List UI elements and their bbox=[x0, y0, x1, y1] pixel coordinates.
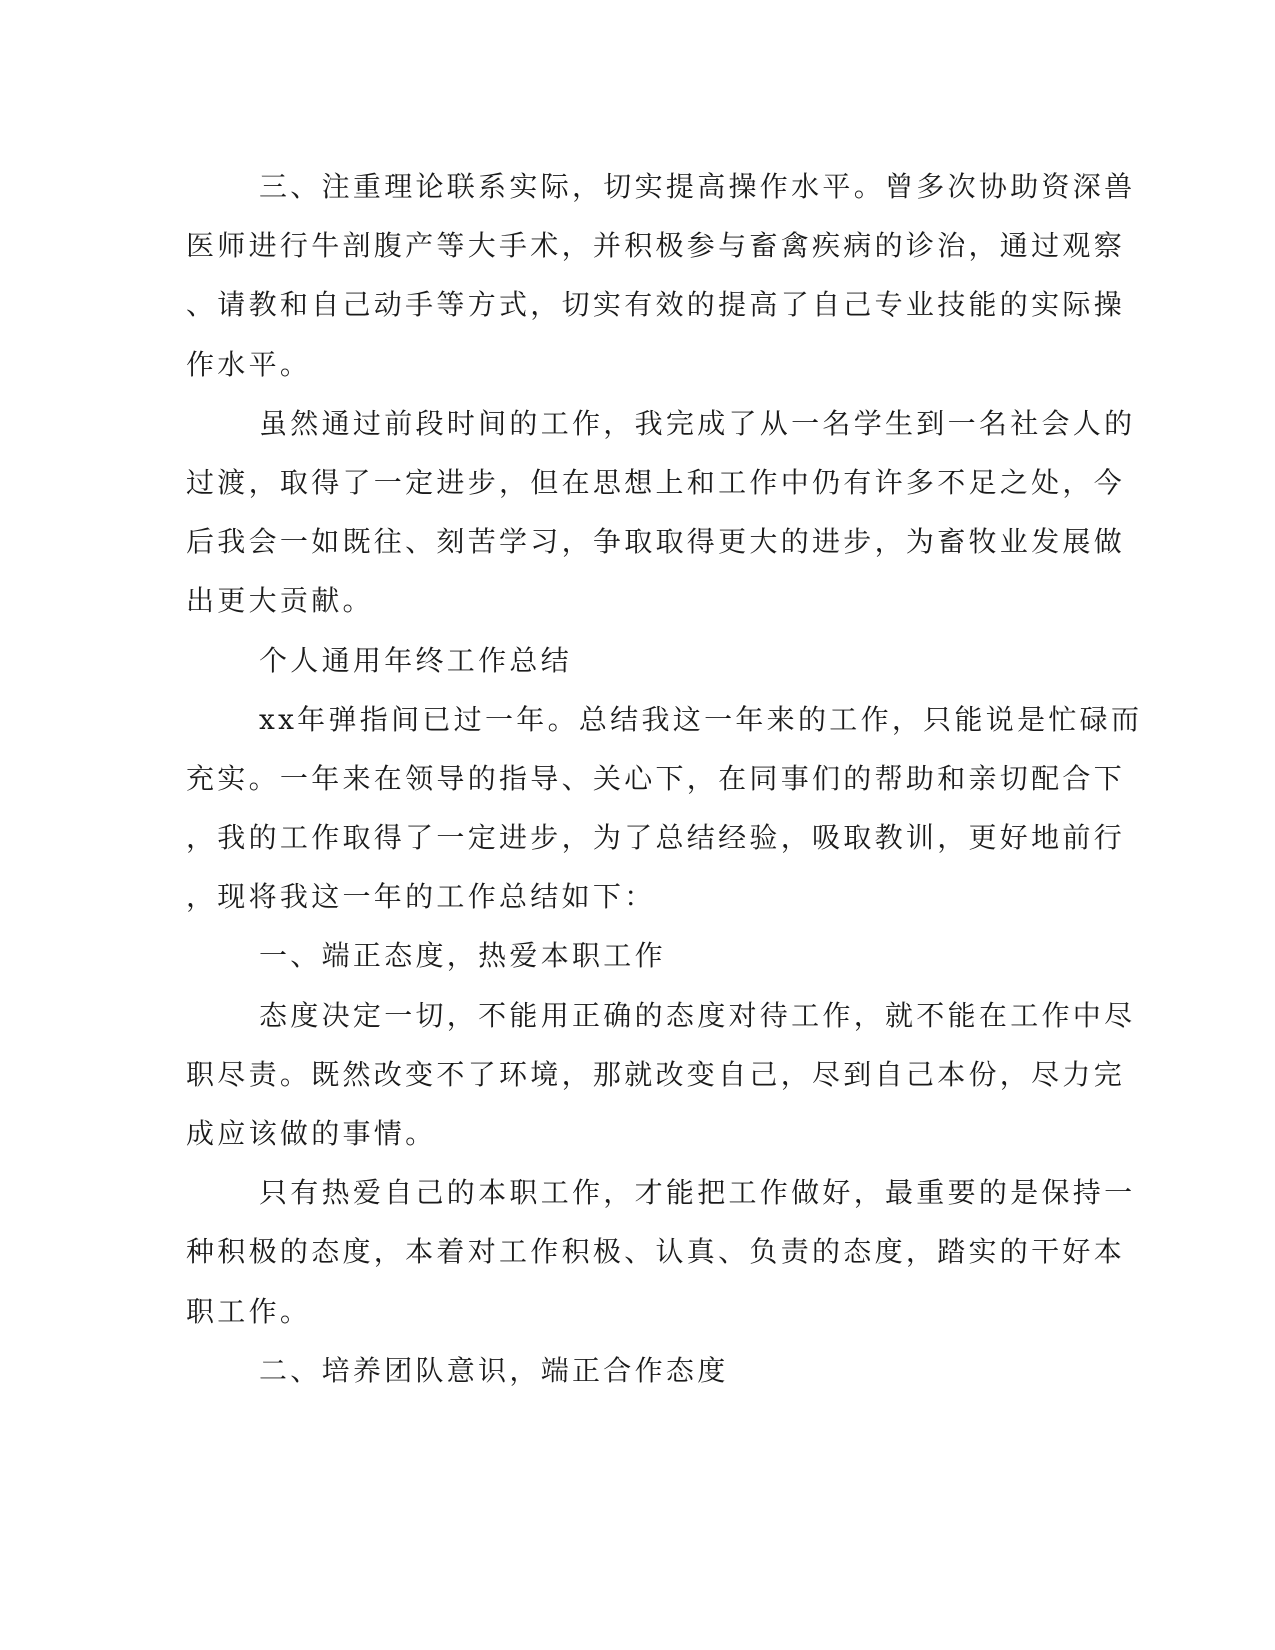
subsection-heading: 一、端正态度，热爱本职工作 bbox=[259, 939, 666, 973]
text-line: ，我的工作取得了一定进步，为了总结经验，吸取教训，更好地前行 bbox=[186, 821, 1126, 855]
text-line: 职尽责。既然改变不了环境，那就改变自己，尽到自己本份，尽力完 bbox=[186, 1057, 1126, 1091]
text-line: 过渡，取得了一定进步，但在思想上和工作中仍有许多不足之处，今 bbox=[186, 465, 1126, 499]
text-line: 只有热爱自己的本职工作，才能把工作做好，最重要的是保持一 bbox=[259, 1176, 1136, 1210]
text-line: 作水平。 bbox=[186, 347, 312, 381]
text-line: 后我会一如既往、刻苦学习，争取取得更大的进步，为畜牧业发展做 bbox=[186, 525, 1126, 559]
text-line: 成应该做的事情。 bbox=[186, 1117, 437, 1150]
text-line: 医师进行牛剖腹产等大手术，并积极参与畜禽疾病的诊治，通过观察 bbox=[186, 229, 1126, 263]
section-heading: 个人通用年终工作总结 bbox=[259, 643, 573, 677]
text-line: 虽然通过前段时间的工作，我完成了从一名学生到一名社会人的 bbox=[259, 406, 1136, 440]
document-body bbox=[186, 157, 1143, 1400]
text-line: 态度决定一切，不能用正确的态度对待工作，就不能在工作中尽 bbox=[259, 998, 1136, 1032]
text-line: 职工作。 bbox=[186, 1294, 312, 1328]
text-line: 三、注重理论联系实际，切实提高操作水平。曾多次协助资深兽 bbox=[259, 170, 1136, 203]
text-line: xx年弹指间已过一年。总结我这一年来的工作，只能说是忙碌而 bbox=[259, 702, 1143, 736]
subsection-heading: 二、培养团队意识，端正合作态度 bbox=[259, 1353, 729, 1387]
text-line: ，现将我这一年的工作总结如下： bbox=[186, 880, 656, 914]
text-line: 种积极的态度，本着对工作积极、认真、负责的态度，踏实的干好本 bbox=[186, 1235, 1126, 1269]
text-line: 出更大贡献。 bbox=[186, 584, 374, 618]
text-line: 充实。一年来在领导的指导、关心下，在同事们的帮助和亲切配合下 bbox=[186, 761, 1126, 795]
text-line: 、请教和自己动手等方式，切实有效的提高了自己专业技能的实际操 bbox=[186, 288, 1126, 322]
